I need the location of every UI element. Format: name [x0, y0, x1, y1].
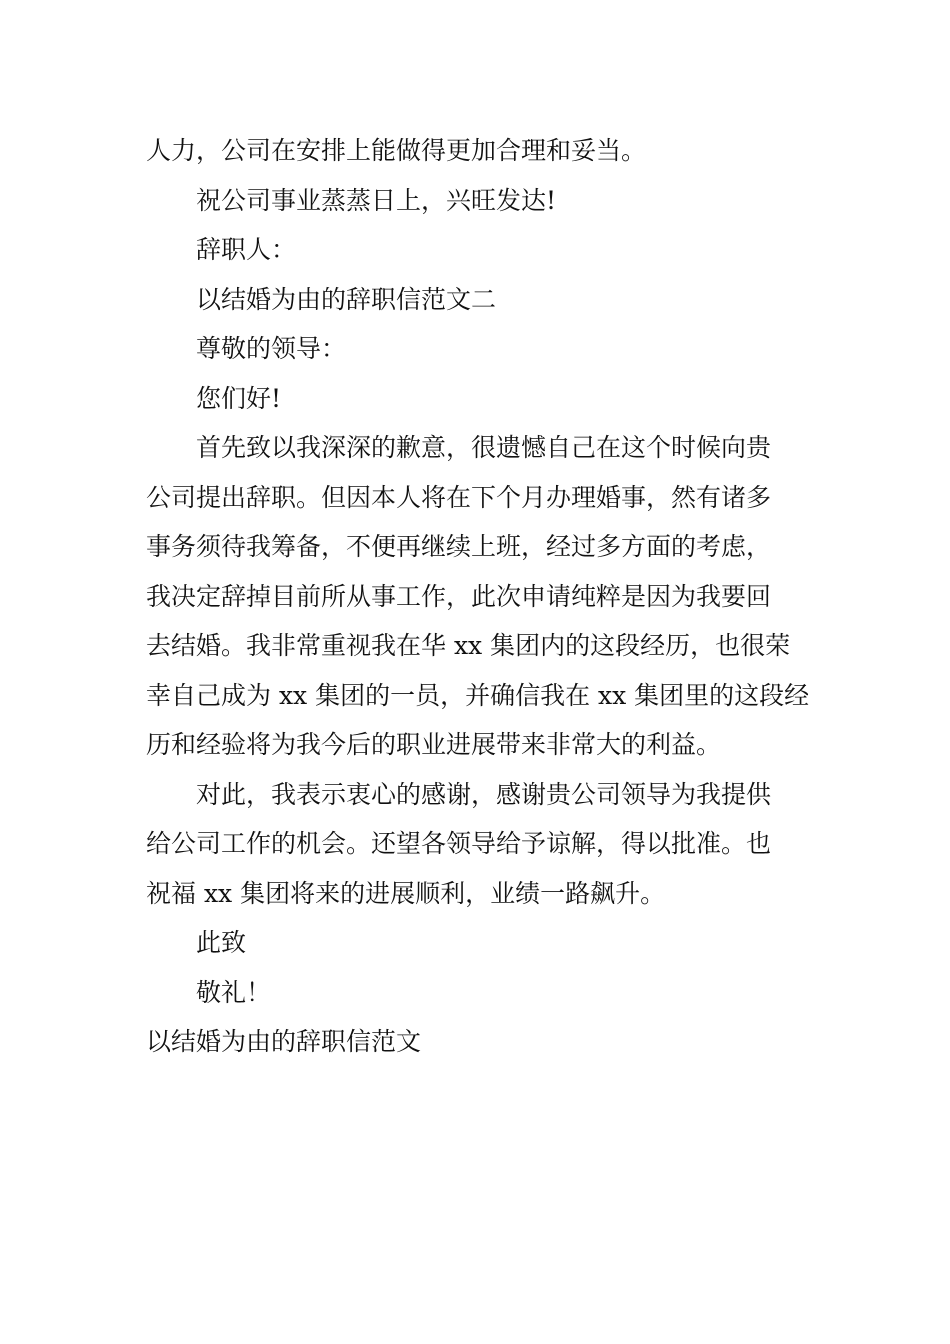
paragraph-line: 历和经验将为我今后的职业进展带来非常大的利益。 [146, 730, 722, 759]
text-line-continuation: 人力，公司在安排上能做得更加合理和妥当。 [146, 136, 647, 165]
paragraph-line: 幸自己成为 xx 集团的一员，并确信我在 xx 集团里的这段经 [146, 680, 810, 710]
document-footer-title: 以结婚为由的辞职信范文 [146, 1027, 422, 1056]
greeting: 您们好! [196, 383, 282, 413]
paragraph-line: 去结婚。我非常重视我在华 xx 集团内的这段经历，也很荣 [146, 631, 791, 660]
paragraph-line: 给公司工作的机会。还望各领导给予谅解，得以批准。也 [146, 829, 772, 858]
text-line-resigner: 辞职人： [196, 235, 297, 264]
paragraph-thanks [146, 770, 806, 919]
closing-line: 此致 [196, 928, 247, 957]
paragraph-line: 事务须待我筹备，不便再继续上班，经过多方面的考虑， [146, 532, 772, 561]
section-title: 以结婚为由的辞职信范文二 [196, 284, 497, 314]
paragraph-line: 对此，我表示衷心的感谢，感谢贵公司领导为我提供 [196, 779, 772, 809]
paragraph-line: 首先致以我深深的歉意，很遗憾自己在这个时候向贵 [196, 433, 772, 462]
document-body [146, 126, 810, 1067]
paragraph-line: 公司提出辞职。但因本人将在下个月办理婚事，然有诸多 [146, 482, 772, 512]
text-line-wishes: 祝公司事业蒸蒸日上，兴旺发达! [196, 185, 557, 215]
paragraph-line: 祝福 xx 集团将来的进展顺利，业绩一路飙升。 [146, 878, 666, 908]
salutation: 尊敬的领导： [196, 334, 347, 363]
closing-salute: 敬礼！ [196, 977, 272, 1007]
paragraph-line: 我决定辞掉目前所从事工作，此次申请纯粹是因为我要回 [146, 581, 772, 611]
paragraph-apology [146, 423, 810, 770]
